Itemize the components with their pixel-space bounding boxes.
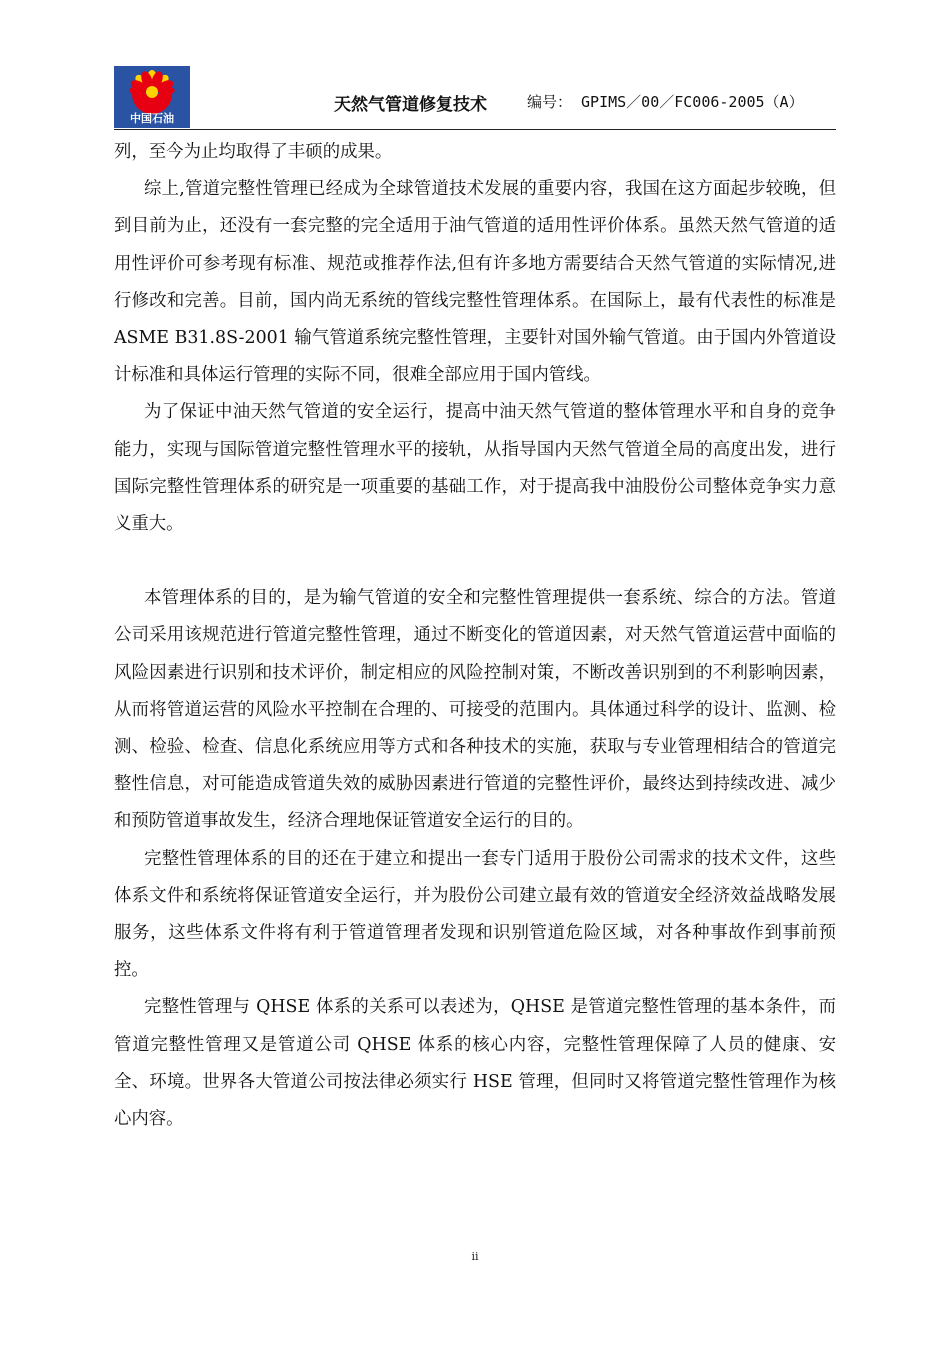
paragraph-gap [114,543,836,580]
paragraph: 为了保证中油天然气管道的安全运行，提高中油天然气管道的整体管理水平和自身的竞争能力，实现与国际管道完整性管理水平的接轨，从指导国内天然气管道全局的高度出发，进行国际完整性管理体系的研究是一项重要的基础工作，对于提高我中油股份公司整体竞争实力意义重大。 [114,402,836,535]
paragraph: 综上,管道完整性管理已经成为全球管道技术发展的重要内容，我国在这方面起步较晚，但到目前为止，还没有一套完整的完全适用于油气管道的适用性评价体系。虽然天然气管道的适用性评价可参考现有标准、规范或推荐作法,但有许多地方需要结合天然气管道的实际情况,进行修改和完善。目前，国内尚无系统的管线完整性管理体系。在国际上，最有代表性的标准是 ASME B31.8S-2001 输气管道系统完整性管理，主要针对国外输气管道。由于国内外管道设计标准和具体运行管理的实际不同，很难全部应用于国内管线。 [114,179,836,386]
paragraph: 完整性管理与 QHSE 体系的关系可以表述为，QHSE 是管道完整性管理的基本条件，而管道完整性管理又是管道公司 QHSE 体系的核心内容，完整性管理保障了人员的健康、安全、环境。世界各大管道公司按法律必须实行 HSE 管理，但同时又将管道完整性管理作为核心内容。 [114,997,836,1130]
paragraph: 本管理体系的目的，是为输气管道的安全和完整性管理提供一套系统、综合的方法。管道公司采用该规范进行管道完整性管理，通过不断变化的管道因素，对天然气管道运营中面临的风险因素进行识别和技术评价，制定相应的风险控制对策，不断改善识别到的不利影响因素，从而将管道运营的风险水平控制在合理的、可接受的范围内。具体通过科学的设计、监测、检测、检验、检查、信息化系统应用等方式和各种技术的实施，获取与专业管理相结合的管道完整性信息，对可能造成管道失效的威胁因素进行管道的完整性评价，最终达到持续改进、减少和预防管道事故发生，经济合理地保证管道安全运行的目的。 [114,588,836,832]
petrochina-logo [114,66,190,128]
document-body [114,134,836,1138]
page-number: ii [471,1250,479,1263]
document-number: 编号： GPIMS／00／FC006-2005（A） [527,93,804,111]
header-title: 天然气管道修复技术 [334,95,487,115]
logo-text: 中国石油 [130,112,174,125]
paragraph: 完整性管理体系的目的还在于建立和提出一套专门适用于股份公司需求的技术文件，这些体系文件和系统将保证管道安全运行，并为股份公司建立最有效的管道安全经济效益战略发展服务，这些体系文件将有利于管道管理者发现和识别管道危险区域，对各种事故作到事前预控。 [114,848,836,981]
paragraph-continued: 列，至今为止均取得了丰硕的成果。 [114,142,393,162]
page-header [114,66,836,130]
